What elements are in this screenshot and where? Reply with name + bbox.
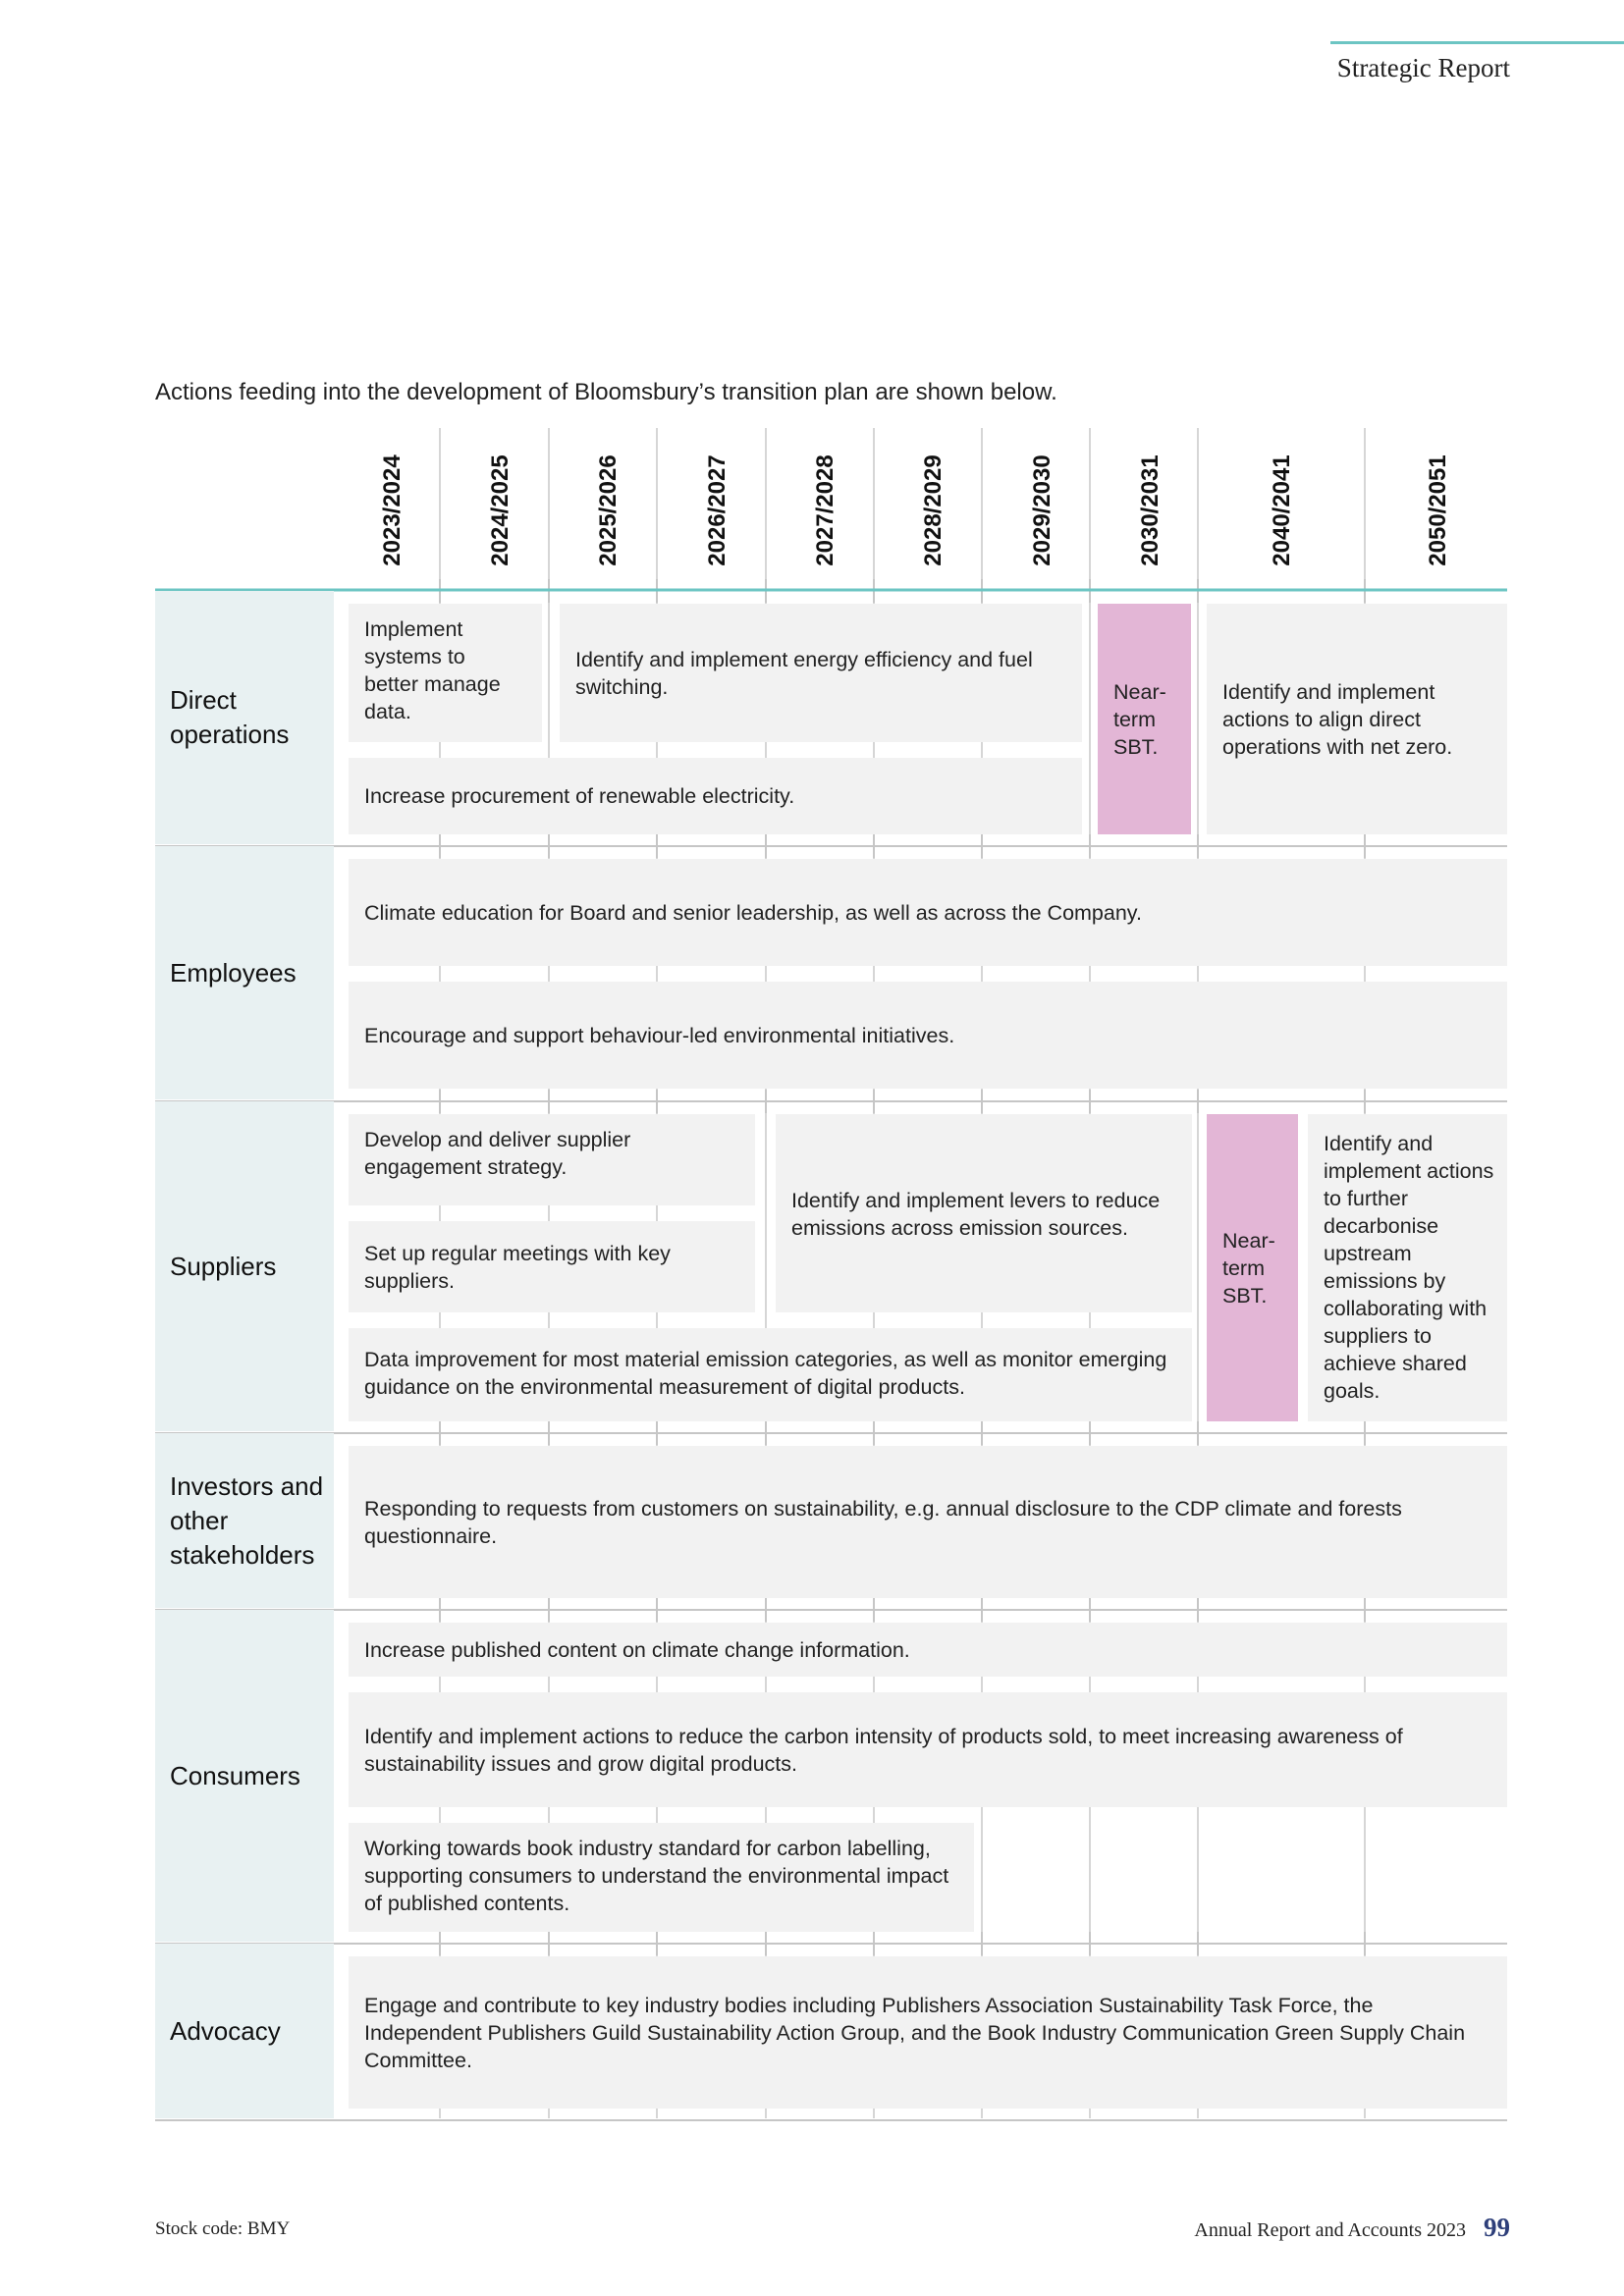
action-data-improvement: Data improvement for most material emission categories, as well as monitor emerging guidance on the environmental measurement of digital products. xyxy=(349,1328,1192,1421)
footer-report xyxy=(1194,2213,1510,2243)
action-cdp-disclosure: Responding to requests from customers on sustainability, e.g. annual disclosure to the CDP climate and forests questionnaire. xyxy=(349,1446,1507,1598)
year-header: 2025/2026 xyxy=(595,454,622,566)
action-energy-efficiency: Identify and implement energy efficiency and fuel switching. xyxy=(560,604,1082,742)
year-header: 2030/2031 xyxy=(1137,454,1164,566)
section-title: Strategic Report xyxy=(1336,53,1510,82)
action-carbon-labelling: Working towards book industry standard for carbon labelling, supporting consumers to understand the environmental impact of published contents. xyxy=(349,1823,974,1932)
year-header: 2040/2041 xyxy=(1269,454,1295,566)
year-header: 2029/2030 xyxy=(1029,454,1056,566)
year-header: 2028/2029 xyxy=(920,454,947,566)
year-header: 2026/2027 xyxy=(704,454,731,566)
row-label-consumers: Consumers xyxy=(155,1610,334,1942)
row-label-advocacy: Advocacy xyxy=(155,1944,334,2118)
action-supplier-engagement: Develop and deliver supplier engagement strategy. xyxy=(349,1114,755,1205)
row-label-investors: Investors and other stakeholders xyxy=(155,1433,334,1608)
row-label-direct-operations: Direct operations xyxy=(155,591,334,844)
action-reduce-levers: Identify and implement levers to reduce emissions across emission sources. xyxy=(776,1114,1192,1312)
action-implement-systems: Implement systems to better manage data. xyxy=(349,604,542,742)
stock-code: Stock code: BMY xyxy=(155,2218,291,2239)
year-header: 2027/2028 xyxy=(812,454,839,566)
milestone-near-term-sbt: Near-term SBT. xyxy=(1098,604,1191,834)
year-header: 2023/2024 xyxy=(379,454,406,566)
milestone-near-term-sbt: Near-term SBT. xyxy=(1207,1114,1298,1421)
action-upstream-decarbonise: Identify and implement actions to further decarbonise upstream emissions by collaborating with suppliers to achieve shared goals. xyxy=(1308,1114,1507,1421)
action-renewable-electricity: Increase procurement of renewable electricity. xyxy=(349,758,1082,834)
action-carbon-intensity: Identify and implement actions to reduce the carbon intensity of products sold, to meet increasing awareness of sustainability issues and grow digital products. xyxy=(349,1692,1507,1807)
action-direct-net-zero: Identify and implement actions to align direct operations with net zero. xyxy=(1207,604,1507,834)
row-label-suppliers: Suppliers xyxy=(155,1101,334,1431)
action-industry-bodies: Engage and contribute to key industry bodies including Publishers Association Sustainability Task Force, the Independent Publishers Guild Sustainability Action Group, and the Book Industry Communication Green Supply Chain Committee. xyxy=(349,1956,1507,2109)
report-title: Annual Report and Accounts 2023 xyxy=(1194,2219,1466,2241)
row-label-employees: Employees xyxy=(155,846,334,1099)
action-published-content: Increase published content on climate change information. xyxy=(349,1623,1507,1677)
year-header: 2050/2051 xyxy=(1425,454,1451,566)
intro-text: Actions feeding into the development of Bloomsbury’s transition plan are shown below. xyxy=(155,379,1057,405)
action-climate-education: Climate education for Board and senior leadership, as well as across the Company. xyxy=(349,859,1507,966)
action-supplier-meetings: Set up regular meetings with key suppliers. xyxy=(349,1221,755,1312)
page-number: 99 xyxy=(1484,2213,1510,2242)
action-behaviour-led: Encourage and support behaviour-led environmental initiatives. xyxy=(349,982,1507,1089)
year-header: 2024/2025 xyxy=(487,454,514,566)
